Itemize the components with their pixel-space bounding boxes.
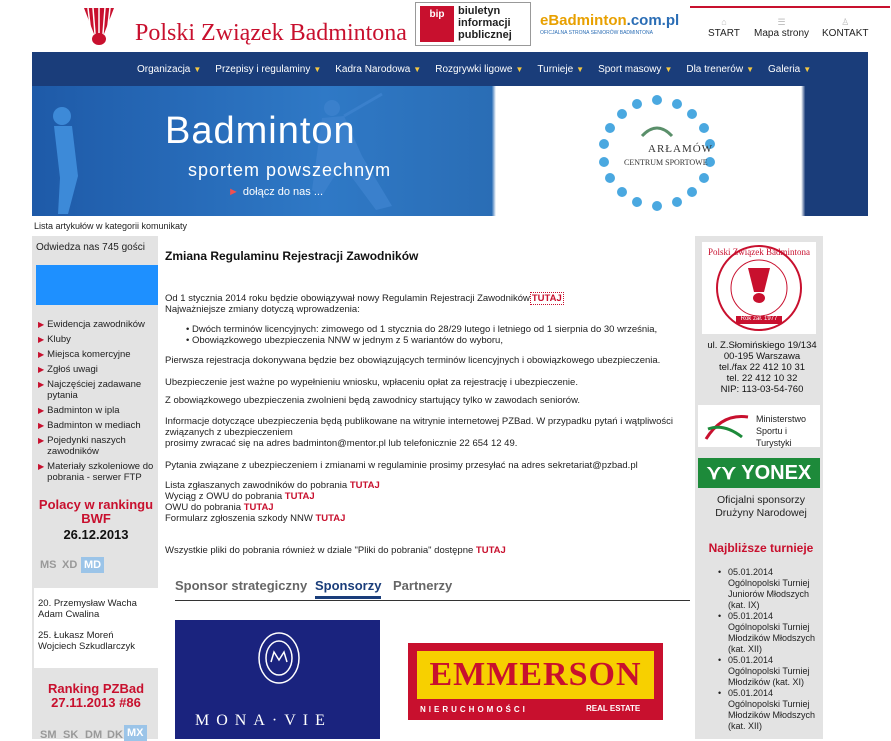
article-paragraph: Pierwsza rejestracja dokonywana będzie bez obowiązujących terminów licencyjnych i obowiązkowego ubezpieczenia. xyxy=(165,355,661,366)
tab-partnerzy[interactable]: Partnerzy xyxy=(393,578,453,593)
menu-organizacja[interactable] xyxy=(137,64,201,75)
files-link[interactable]: TUTAJ xyxy=(475,545,506,556)
menu-label: Dla trenerów xyxy=(686,64,744,75)
arrow-bullet-icon: ▶ xyxy=(38,421,45,430)
address-line: 00-195 Warszawa xyxy=(723,351,801,362)
ministry-text xyxy=(756,413,820,449)
ebad-main: eBadminton xyxy=(540,12,627,29)
sidebar-item-media[interactable] xyxy=(38,420,141,431)
menu-galeria[interactable] xyxy=(768,64,811,75)
download-label: Lista zgłaszanych zawodników do pobrania xyxy=(165,480,348,491)
download-link[interactable]: TUTAJ xyxy=(315,513,346,524)
top-nav-contact-label: KONTAKT xyxy=(822,28,869,39)
menu-label: Rozgrywki ligowe xyxy=(435,64,513,75)
arrow-bullet-icon: ▶ xyxy=(38,365,45,374)
site-title[interactable]: Polski Związek Badmintona xyxy=(135,20,407,46)
shuttlecock-logo-icon[interactable] xyxy=(78,6,120,48)
sponsor-tabs xyxy=(175,578,690,601)
ebad-domain: .com.pl xyxy=(626,12,680,29)
ranking2-tab-sk[interactable]: SK xyxy=(63,729,79,741)
download-item xyxy=(165,502,685,513)
top-nav-sitemap[interactable] xyxy=(754,18,809,39)
sidebar-item-label: Badminton w ipla xyxy=(47,405,120,416)
article-paragraph: Z obowiązkowego ubezpieczenia zwolnieni będą zawodnicy startujący tylko w zawodach seniorów. xyxy=(165,395,581,406)
menu-label: Turnieje xyxy=(537,64,574,75)
ebadminton-tagline: OFICJALNA STRONA SENIORÓW BADMINTONA xyxy=(540,30,653,36)
bwf-ranking-title: Polacy w rankingu BWF xyxy=(38,497,154,526)
arrow-bullet-icon: ▶ xyxy=(38,436,45,445)
ranking-tab-xd[interactable]: XD xyxy=(62,559,78,571)
address-line: tel. 22 412 10 32 xyxy=(726,373,798,384)
tournament-item[interactable] xyxy=(718,611,823,655)
ranking-tab-md[interactable]: MD xyxy=(81,557,104,573)
bullet-item: • Obowiązkowego ubezpieczenia NNW w jednym z 5 wariantów do wyboru, xyxy=(186,335,503,346)
sponsor-line: Drużyny Narodowej xyxy=(715,507,807,519)
tab-sponsor-strategiczny[interactable]: Sponsor strategiczny xyxy=(175,578,308,593)
ranking-tab-ms[interactable]: MS xyxy=(40,559,57,571)
bullet-text: Dwóch terminów licencyjnych: zimowego od 1 stycznia do 28/29 lutego i letniego od 1 sierpnia do 30 września, xyxy=(191,324,658,335)
ranking-entry[interactable]: 25. Łukasz Moreń xyxy=(38,630,114,641)
article-title[interactable]: Zmiana Regulaminu Rejestracji Zawodników xyxy=(165,249,419,263)
files-text: Wszystkie pliki do pobrania również w dziale "Pliki do pobrania" dostępne xyxy=(165,545,474,556)
arlamow-title: ARŁAMÓW xyxy=(648,143,714,155)
menu-kadra[interactable] xyxy=(335,64,421,75)
pzbad-logo[interactable] xyxy=(702,242,816,334)
sidebar-item-materialy[interactable] xyxy=(38,461,157,483)
tournament-name: Ogólnopolski Turniej Młodzików (kat. XI) xyxy=(728,666,810,687)
address-line: tel./fax 22 412 10 31 xyxy=(718,362,806,373)
arrow-bullet-icon: ▶ xyxy=(38,350,45,359)
ministry-line: Sportu i Turystyki xyxy=(756,426,792,448)
menu-przepisy[interactable] xyxy=(215,64,321,75)
yonex-text: YONEX xyxy=(741,462,812,484)
sitemap-icon: ☰ xyxy=(777,17,786,27)
caret-down-icon: ▼ xyxy=(313,65,322,74)
ministry-logo[interactable] xyxy=(698,405,820,447)
ranking-entry[interactable]: Wojciech Szkudlarczyk xyxy=(38,641,135,652)
menu-sport-masowy[interactable] xyxy=(598,64,672,75)
bip-text xyxy=(458,5,512,41)
tab-sponsorzy[interactable]: Sponsorzy xyxy=(315,578,381,599)
emmerson-logo[interactable] xyxy=(408,643,663,720)
banner-title: Badminton xyxy=(165,110,356,152)
sidebar-banner[interactable] xyxy=(36,265,158,305)
pzbad-ranking-date: 27.11.2013 #86 xyxy=(51,695,141,710)
pzbad-logo-year: Rok zał. 1977 xyxy=(740,316,778,322)
bip-line-3: publicznej xyxy=(458,29,512,41)
tournament-date: • 05.01.2014 xyxy=(728,611,774,621)
arrow-bullet-icon: ▶ xyxy=(38,380,45,389)
visitor-counter: Odwiedza nas 745 gości xyxy=(36,242,145,253)
breadcrumb: Lista artykułów w kategorii komunikaty xyxy=(34,221,188,231)
sidebar-item-ewidencja[interactable] xyxy=(38,319,145,330)
arrow-bullet-icon: ▶ xyxy=(38,462,45,471)
monavie-text: MONA·VIE xyxy=(195,712,332,729)
top-nav-sitemap-label: Mapa strony xyxy=(754,28,810,39)
download-link[interactable]: TUTAJ xyxy=(243,502,274,513)
bwf-ranking-list xyxy=(34,588,158,668)
changes-heading: Najważniejsze zmiany dotyczą wprowadzenia: xyxy=(165,304,360,315)
ebadminton-link[interactable] xyxy=(540,12,679,36)
sidebar-item-label: Materiały szkoleniowe do pobrania - serwer FTP xyxy=(47,461,154,483)
caret-down-icon: ▼ xyxy=(576,65,585,74)
top-nav-contact[interactable] xyxy=(822,18,868,39)
arrow-bullet-icon: ▶ xyxy=(38,335,45,344)
ebadminton-logo xyxy=(540,12,679,29)
tournament-name: Ogólnopolski Turniej Młodzików Młodszych (kat. XII) xyxy=(728,622,816,654)
upcoming-list xyxy=(718,567,823,732)
bwf-ranking-date: 26.12.2013 xyxy=(63,527,129,542)
menu-label: Galeria xyxy=(767,64,801,75)
article-paragraph: Ubezpieczenie jest ważne po wypełnieniu wniosku, wpłaceniu opłat za rejestrację i ubezpieczenie. xyxy=(165,377,578,388)
download-link[interactable]: TUTAJ xyxy=(349,480,380,491)
ranking2-tab-mx[interactable]: MX xyxy=(124,725,147,741)
bip-link[interactable] xyxy=(415,2,531,46)
top-nav-start-label: START xyxy=(708,28,740,39)
bip-logo: bip xyxy=(420,6,454,42)
sidebar-item-miejsca[interactable] xyxy=(38,349,131,360)
pzbad-ranking-label: Ranking PZBad xyxy=(47,681,145,696)
main-menu xyxy=(32,52,868,86)
menu-dla-trenerow[interactable] xyxy=(686,64,754,75)
menu-label: Organizacja xyxy=(137,64,191,75)
ranking2-tab-dm[interactable]: DM xyxy=(85,729,103,741)
tournament-date: • 05.01.2014 xyxy=(728,688,774,698)
sidebar-item-zglos-uwagi[interactable] xyxy=(38,364,98,375)
tournament-name: Ogólnopolski Turniej Młodzików Młodszych (kat. XII) xyxy=(728,699,816,731)
home-icon: ⌂ xyxy=(721,17,727,27)
download-item xyxy=(165,513,685,524)
menu-label: Przepisy i regulaminy xyxy=(215,64,311,75)
caret-down-icon: ▼ xyxy=(803,65,812,74)
menu-turnieje[interactable] xyxy=(537,64,584,75)
intro-text: Od 1 stycznia 2014 roku będzie obowiązywał nowy Regulamin Rejestracji Zawodników xyxy=(165,293,530,304)
contact-icon: ♙ xyxy=(841,17,850,27)
sidebar-item-label: Zgłoś uwagi xyxy=(47,364,98,375)
yonex-mark-icon: ⋎⋎ xyxy=(706,462,742,484)
pzbad-ranking-title xyxy=(34,682,158,710)
ministry-emblem-icon xyxy=(702,409,752,443)
tournament-date: • 05.01.2014 xyxy=(728,655,774,665)
tournament-item[interactable] xyxy=(718,567,823,611)
download-item xyxy=(165,480,685,491)
bip-line-1: biuletyn xyxy=(458,5,501,17)
download-label: OWU do pobrania xyxy=(165,502,242,513)
address-block xyxy=(700,340,824,395)
monavie-emblem-icon xyxy=(255,630,303,686)
tournament-name: Ogólnopolski Turniej Juniorów Młodszych (kat. IX) xyxy=(728,578,810,610)
sidebar-item-label: Ewidencja zawodników xyxy=(47,319,145,330)
banner-cta-label: dołącz do nas ... xyxy=(242,186,323,198)
tournament-item[interactable] xyxy=(718,655,823,688)
emmerson-realestate: REAL ESTATE xyxy=(586,704,641,713)
caret-down-icon: ▼ xyxy=(515,65,524,74)
top-nav xyxy=(690,6,890,40)
arrow-bullet-icon: ▶ xyxy=(38,320,45,329)
article-paragraph: Pytania związane z ubezpieczeniem i zmianami w regulaminie prosimy przesyłać na adres sekretariat@pzbad.pl xyxy=(165,460,638,471)
bip-line-2: informacji xyxy=(458,17,511,29)
upcoming-title: Najbliższe turnieje xyxy=(708,541,814,555)
ministry-line: Ministerstwo xyxy=(756,414,807,424)
ranking-entry[interactable]: 20. Przemysław Wacha xyxy=(38,598,137,609)
menu-label: Kadra Narodowa xyxy=(335,64,411,75)
article-paragraph xyxy=(165,545,685,556)
arrow-bullet-icon: ▶ xyxy=(38,406,45,415)
arlamow-subtitle: CENTRUM SPORTOWE xyxy=(624,158,708,167)
top-nav-start[interactable] xyxy=(708,18,740,39)
download-label: Wyciąg z OWU do pobrania xyxy=(165,491,283,502)
download-item xyxy=(165,491,685,502)
caret-down-icon: ▼ xyxy=(413,65,422,74)
address-line: NIP: 113-03-54-760 xyxy=(720,384,804,395)
caret-down-icon: ▼ xyxy=(664,65,673,74)
menu-rozgrywki[interactable] xyxy=(435,64,523,75)
national-sponsors-text xyxy=(700,494,822,520)
header xyxy=(0,0,891,50)
bullet-text: Obowiązkowego ubezpieczenia NNW w jednym z 5 wariantów do wyboru, xyxy=(191,335,503,346)
article-paragraph: prosimy zwracać się na adres badminton@mentor.pl lub telefonicznie 22 654 12 49. xyxy=(165,438,518,449)
emmerson-inner xyxy=(417,651,654,699)
regulamin-link[interactable]: TUTAJ xyxy=(531,293,562,304)
banner-cta[interactable] xyxy=(228,186,323,198)
caret-down-icon: ▼ xyxy=(193,65,202,74)
sponsor-line: Oficjalni sponsorzy xyxy=(716,494,806,506)
article-paragraph: Informacje dotyczące ubezpieczenia będą publikowane na witrynie internetowej PZBad. W przypadku pytań i wątpliwości związanych z ubezpieczeniem xyxy=(165,416,673,438)
ranking-entry[interactable]: Adam Cwalina xyxy=(38,609,100,620)
caret-down-icon: ▼ xyxy=(746,65,754,74)
sidebar-item-label: Miejsca komercyjne xyxy=(47,349,131,360)
ranking2-tab-dk[interactable]: DK xyxy=(107,729,123,741)
ranking2-tab-sm[interactable]: SM xyxy=(40,729,57,741)
sidebar-item-kluby[interactable] xyxy=(38,334,71,345)
emmerson-text: EMMERSON xyxy=(429,656,642,693)
monavie-logo[interactable] xyxy=(175,620,380,739)
pzbad-logo-text: Polski Związek Badmintona xyxy=(708,247,810,257)
download-label: Formularz zgłoszenia szkody NNW xyxy=(165,513,313,524)
banner-subtitle: sportem powszechnym xyxy=(188,160,392,180)
sidebar-item-faq[interactable] xyxy=(38,379,147,401)
sidebar-item-label: Badminton w mediach xyxy=(47,420,141,431)
emmerson-sub: NIERUCHOMOŚCI xyxy=(420,705,528,714)
sidebar-item-ipla[interactable] xyxy=(38,405,120,416)
sidebar-item-label: Pojedynki naszych zawodników xyxy=(47,435,126,457)
sidebar-item-label: Kluby xyxy=(47,334,71,345)
download-link[interactable]: TUTAJ xyxy=(284,491,315,502)
sidebar-item-pojedynki[interactable] xyxy=(38,435,147,457)
tournament-item[interactable] xyxy=(718,688,823,732)
bullet-item: • Dwóch terminów licencyjnych: zimowego od 1 stycznia do 28/29 lutego i letniego od 1 sierpnia do 30 września, xyxy=(186,324,658,335)
play-arrow-icon: ► xyxy=(228,186,239,198)
sidebar-item-label: Najczęściej zadawane pytania xyxy=(47,379,142,401)
yonex-logo[interactable] xyxy=(698,458,820,488)
article-intro xyxy=(165,293,685,304)
address-line: ul. Z.Słomińskiego 19/134 xyxy=(707,340,817,351)
menu-label: Sport masowy xyxy=(598,64,662,75)
tournament-date: • 05.01.2014 xyxy=(728,567,774,577)
